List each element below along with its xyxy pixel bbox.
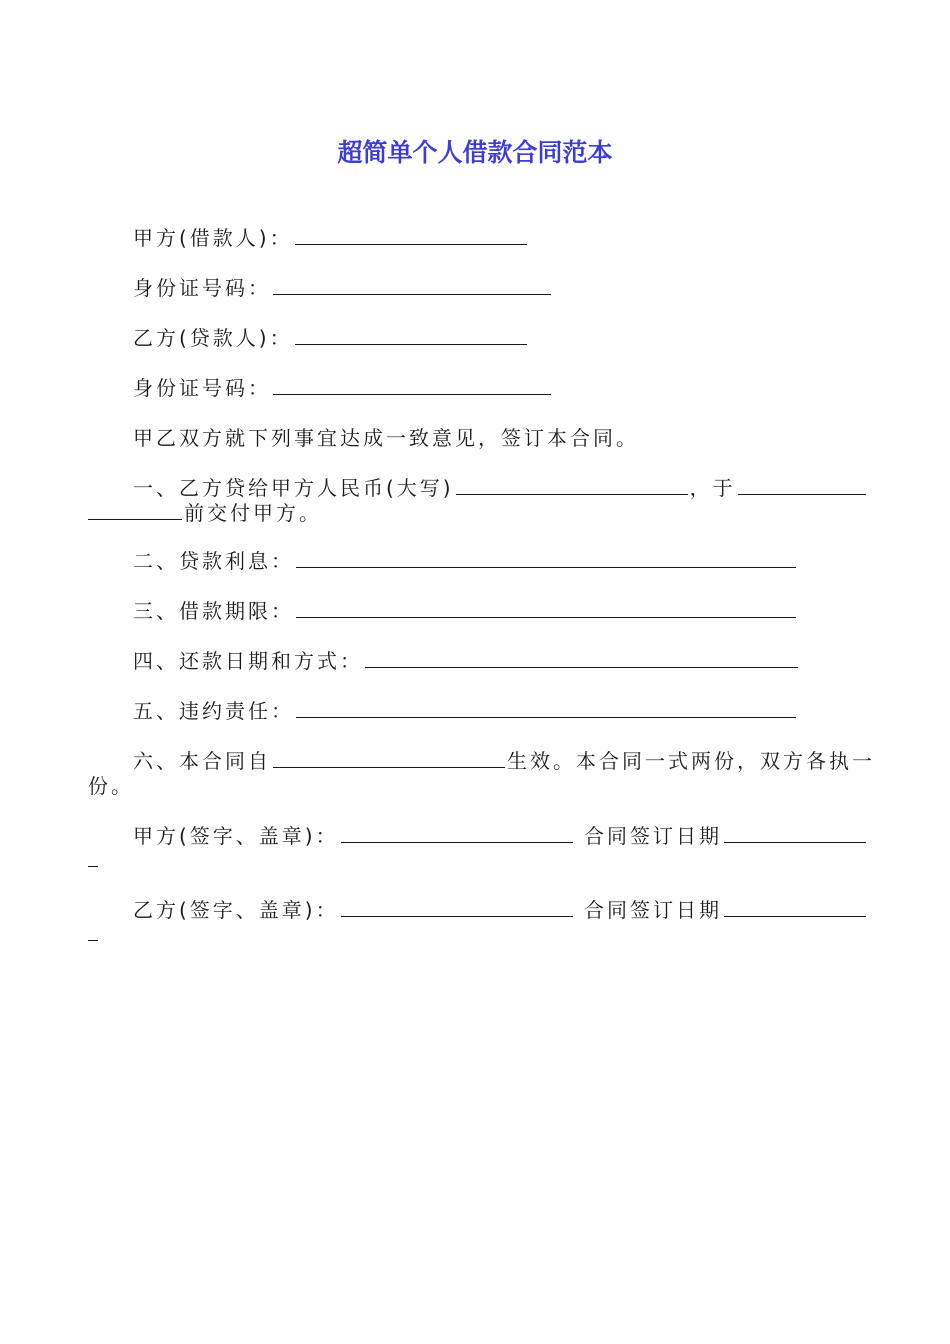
document-title: 超简单个人借款合同范本 [337,138,613,167]
id-a-blank[interactable] [273,276,551,295]
party-b-blank[interactable] [295,326,527,345]
sign-a-blank[interactable] [341,824,573,843]
clause-1-suffix: 前交付甲方。 [184,501,322,525]
sign-b-line [133,897,950,923]
sign-b-date-blank-tail [88,940,98,941]
clause-3-label: 三、借款期限： [133,599,294,623]
sign-b-blank[interactable] [341,898,573,917]
sign-a-date-blank-tail [88,866,98,867]
id-b-line [133,375,950,401]
clause-6-line-2 [88,773,950,799]
clause-5-blank[interactable] [296,699,796,718]
clause-1-mid: ，于 [689,476,736,500]
clause-1-date-blank[interactable] [738,476,866,495]
clause-6-line [133,748,950,774]
id-a-label: 身份证号码： [133,276,271,300]
party-a-blank[interactable] [295,226,527,245]
sign-a-label: 甲方(签字、盖章)： [133,824,339,848]
sign-b-date-blank[interactable] [724,898,866,917]
party-a-line [133,225,950,251]
id-b-blank[interactable] [273,376,551,395]
sign-a-date-label: 合同签订日期 [583,824,722,848]
clause-2-blank[interactable] [296,549,796,568]
party-b-label: 乙方(贷款人)： [133,326,293,350]
clause-3-blank[interactable] [296,599,796,618]
clause-3-line [133,598,950,624]
clause-1-line [133,475,950,501]
clause-6-blank[interactable] [273,749,505,768]
party-a-label: 甲方(借款人)： [133,226,293,250]
sign-b-date-label: 合同签订日期 [583,898,722,922]
clause-4-blank[interactable] [365,649,798,668]
clause-6-suffix: 生效。本合同一式两份，双方各执一 [507,749,875,773]
clause-2-line [133,548,950,574]
id-b-label: 身份证号码： [133,376,271,400]
clause-5-line [133,698,950,724]
sign-a-line [133,823,950,849]
clause-4-label: 四、还款日期和方式： [133,649,363,673]
clause-2-label: 二、贷款利息： [133,549,294,573]
clause-1-amount-blank[interactable] [456,476,688,495]
sign-b-label: 乙方(签字、盖章)： [133,898,339,922]
sign-a-date-blank[interactable] [724,824,866,843]
clause-6-prefix: 六、本合同自 [133,749,271,773]
clause-1-date-blank-cont[interactable] [88,501,182,520]
agreement-line [133,425,950,451]
clause-6-tail: 份。 [88,774,134,798]
clause-1-line-2 [88,500,950,526]
party-b-line [133,325,950,351]
id-a-line [133,275,950,301]
clause-1-prefix: 一、乙方贷给甲方人民币(大写) [133,476,454,500]
agreement-text: 甲乙双方就下列事宜达成一致意见，签订本合同。 [133,426,639,450]
clause-4-line [133,648,950,674]
clause-5-label: 五、违约责任： [133,699,294,723]
